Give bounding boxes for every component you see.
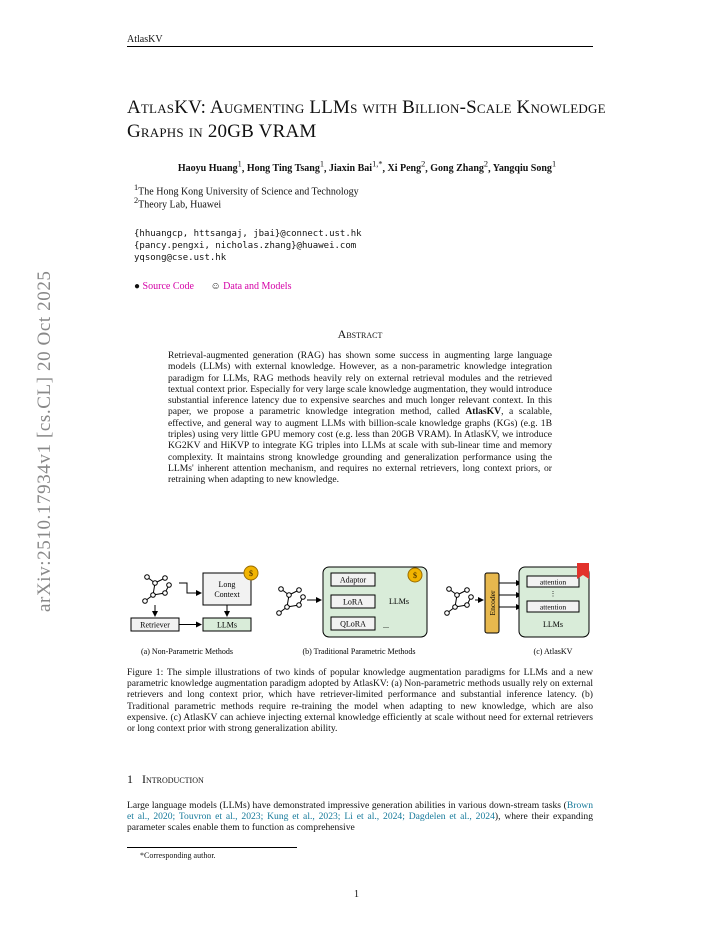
affiliation-2: $^2$Theory Lab, Huawei <box>134 196 222 211</box>
encoder-label: Encoder <box>488 590 497 616</box>
section-heading: 1 Introduction <box>127 772 204 786</box>
lora-label: LoRA <box>343 597 363 607</box>
abstract-text: Retrieval-augmented generation (RAG) has shown some success in augmenting large language models (LLMs) with external knowledge. However, as a non-parametric knowledge integration paradigm for LLMs, RAG methods heavily rely on external retrieval modules and the retrieved textual context prior. Especially for very large scale knowledge augmentation, they would introduce substantial inference latency due to expensive searches and much longer relevant context. In this paper, we propose a parametric knowledge integration method, called AtlasKV, a scalable, effective, and general way to augment LLMs with billion-scale knowledge graphs (KGs) (e.g. 1B triples) using very little GPU memory cost (e.g. less than 20GB VRAM). In AtlasKV, we introduce KG2KV and HiKVP to integrate KG triples into LLMs at scale with sub-linear time and memory complexity. It maintains strong knowledge grounding and generalization performance using the LLMs' inherent attention mechanism, and requires no external retrievers, long context priors, or retraining when adapting to new knowledge. <box>168 350 553 486</box>
page-number: 1 <box>354 889 359 900</box>
llms-label-b: LLMs <box>389 597 409 606</box>
author-name: Gong Zhang$^2$ <box>430 160 489 175</box>
panel-a-non-parametric <box>131 566 258 656</box>
attention-label-2: attention <box>539 602 567 612</box>
knowledge-graph-icon <box>143 575 172 604</box>
caption-a: (a) Non-Parametric Methods <box>141 647 233 656</box>
intro-paragraph: Large language models (LLMs) have demonstrated impressive generation abilities in various down-stream tasks (Brown et al., 2020; Touvron et al., 2023; Kung et al., 2023; Li et al., 2024; Dagdelen et al., 2024), where their expanding parameter scales enable them to function as comprehensive <box>127 800 593 834</box>
source-code-link[interactable]: Source Code <box>142 281 194 292</box>
svg-text:⋮: ⋮ <box>549 590 557 598</box>
panel-b-traditional-parametric <box>277 567 427 656</box>
attention-label-1: attention <box>539 577 567 587</box>
llms-box-a: LLMs <box>217 620 237 630</box>
more-methods: ... <box>383 621 389 630</box>
retriever-label: Retriever <box>140 620 170 630</box>
knowledge-graph-icon <box>445 587 474 616</box>
svg-text:$: $ <box>249 569 253 578</box>
caption-c: (c) AtlasKV <box>533 647 573 656</box>
abstract-heading: Abstract <box>337 327 383 341</box>
author-name: Yangqiu Song$^1$ <box>492 160 557 175</box>
footnote-rule <box>127 847 297 848</box>
long-context-line2: Context <box>214 590 240 599</box>
knowledge-graph-icon <box>277 587 306 616</box>
figure-1 <box>127 563 593 659</box>
resource-links <box>134 281 305 292</box>
author-name: Haoyu Huang$^1$ <box>177 160 242 175</box>
svg-text:$: $ <box>413 571 417 580</box>
data-models-link[interactable]: Data and Models <box>223 281 292 292</box>
header-rule <box>127 46 593 47</box>
author-name: Hong Ting Tsang$^1$ <box>246 160 324 175</box>
citation-links[interactable]: Brown et al., 2020; Touvron et al., 2023; Kung et al., 2023; Li et al., 2024; Dagdelen et al., 2024 <box>127 800 593 823</box>
github-icon: ● <box>134 281 141 292</box>
figure-caption: Figure 1: The simple illustrations of two kinds of popular knowledge augmentation paradigms for LLMs and a new parametric knowledge augmentation paradigm adopted by AtlasKV: (a) Non-parametric methods usually rely on external retrievers and long context prior, which have retriever-limited performance and substantial inference latency. (b) Traditional parametric methods require re-training the model when adapting to new knowledge, which are also expensive. (c) AtlasKV can achieve injecting external knowledge efficiently at scale without need for external retrievers or long context prior with strong generalization ability. <box>127 667 593 735</box>
qlora-label: QLoRA <box>340 619 366 629</box>
adaptor-label: Adaptor <box>339 575 367 585</box>
affiliation-1: $^1$The Hong Kong University of Science and Technology <box>134 183 359 198</box>
arxiv-stamp: arXiv:2510.17934v1 [cs.CL] 20 Oct 2025 <box>34 270 55 612</box>
author-emails: {hhuangcp, httsangaj, jbai}@connect.ust.hk {pancy.pengxi, nicholas.zhang}@huawei.com yqsong@cse.ust.hk <box>134 229 362 263</box>
long-context-line1: Long <box>218 580 236 589</box>
footnote: *Corresponding author. <box>140 851 216 860</box>
caption-b: (b) Traditional Parametric Methods <box>302 647 416 656</box>
author-name: Jiaxin Bai$^{1,*}$ <box>329 160 383 175</box>
paper-title: AtlasKV: Augmenting LLMs with Billion-Scale Knowledge Graphs in 20GB VRAM <box>127 97 606 142</box>
running-head: AtlasKV <box>127 34 163 45</box>
author-name: Xi Peng$^2$ <box>387 160 426 175</box>
author-list: Haoyu Huang$^1$, Hong Ting Tsang$^1$, Jiaxin Bai$^{1,*}$, Xi Peng$^2$, Gong Zhang$^2$, Yangqiu Song$^1$ <box>177 160 557 175</box>
llms-label-c: LLMs <box>543 620 563 629</box>
huggingface-icon: ☺ <box>210 281 221 292</box>
panel-c-atlaskv <box>445 563 589 656</box>
